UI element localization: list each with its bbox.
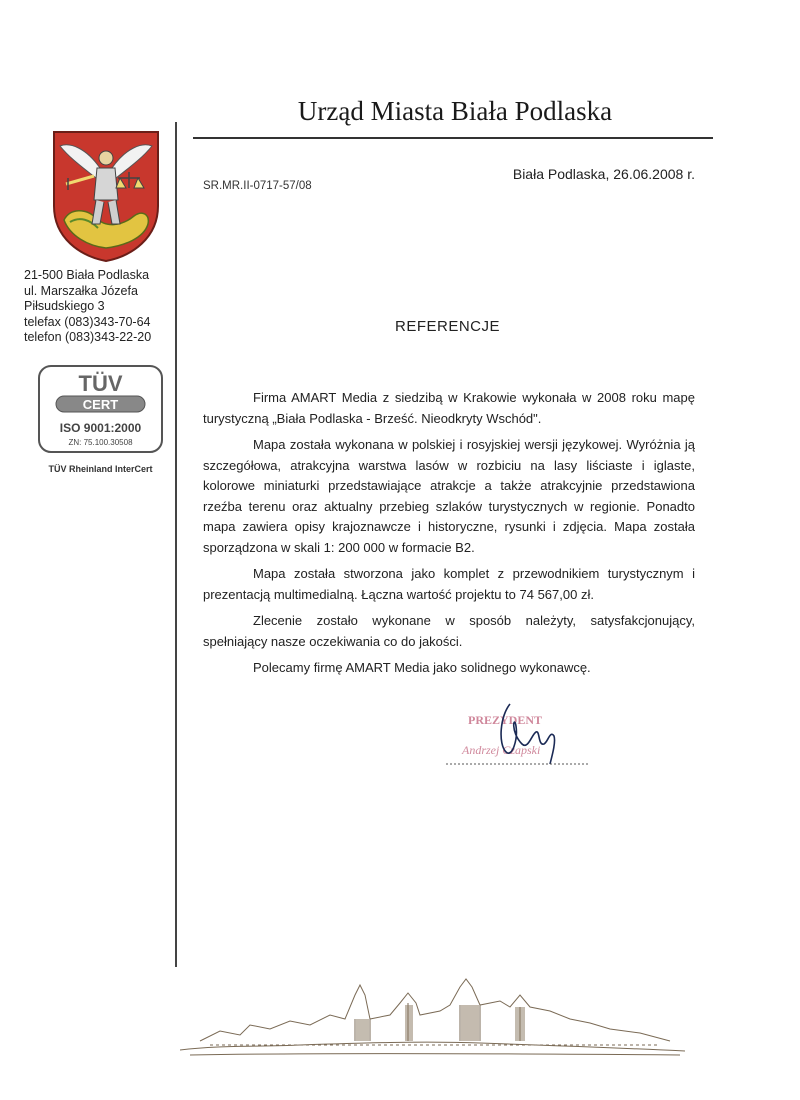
header-divider (193, 137, 713, 139)
body-paragraph: Polecamy firmę AMART Media jako solidnego wykonawcę. (253, 660, 591, 675)
stamp-title: PREZYDENT (468, 713, 543, 727)
address-line: Piłsudskiego 3 (24, 299, 105, 314)
telefon-line: telefon (083)343-22-20 (24, 330, 152, 345)
address-block (24, 268, 174, 346)
tuv-brand-text: TÜV (78, 371, 123, 396)
body-paragraph: Mapa została stworzona jako komplet z przewodnikiem turystycznym i prezentacją multimedialną. Łączna wartość projektu to 74 567,00 zł. (203, 566, 695, 602)
coat-of-arms-icon (50, 128, 162, 263)
signature-stamp (440, 696, 600, 771)
address-line: ul. Marszałka Józefa (24, 283, 138, 298)
tuv-certification-logo (38, 365, 163, 453)
letter-body (203, 388, 695, 685)
town-skyline-illustration (180, 975, 685, 1060)
iso-standard-text: ISO 9001:2000 (59, 421, 142, 435)
document-heading: REFERENCJE (395, 318, 501, 335)
letter-date: Biała Podlaska, 26.06.2008 r. (512, 166, 695, 182)
reference-number: SR.MR.II-0717-57/08 (203, 180, 312, 192)
stamp-name: Andrzej Czapski (462, 743, 541, 757)
body-paragraph: Zlecenie zostało wykonane w sposób należyty, satysfakcjonujący, spełniający nasze oczekiwania co do jakości. (203, 613, 695, 649)
body-paragraph: Firma AMART Media z siedzibą w Krakowie wykonała w 2008 roku mapę turystyczną „Biała Podlaska - Brześć. Nieodkryty Wschód". (203, 390, 695, 426)
certificate-number-text: ZN: 75.100.30508 (68, 438, 133, 447)
tuv-caption: TÜV Rheinland InterCert (48, 464, 153, 474)
body-paragraph: Mapa została wykonana w polskiej i rosyjskiej wersji językowej. Wyróżnia ją szczegółowa, atrakcyjna warstwa lasów w rozbiciu na lasy liściaste i iglaste, kolorowe miniaturki przedstawiające atrakcje a także atrakcyjnie przedstawiona rzeźba terenu oraz aktualny przebieg szlaków turystycznych w regionie. Ponadto mapa zawiera opisy krajoznawcze i historyczne, rysunki i zdjęcia. Mapa została sporządzona w skali 1: 200 000 w formacie B2. (203, 437, 695, 555)
telefax-line: telefax (083)343-70-64 (24, 314, 151, 329)
cert-badge-text: CERT (82, 397, 119, 412)
address-line: 21-500 Biała Podlaska (24, 268, 150, 282)
office-name: Urząd Miasta Biała Podlaska (297, 96, 613, 126)
sidebar-divider (175, 122, 177, 967)
